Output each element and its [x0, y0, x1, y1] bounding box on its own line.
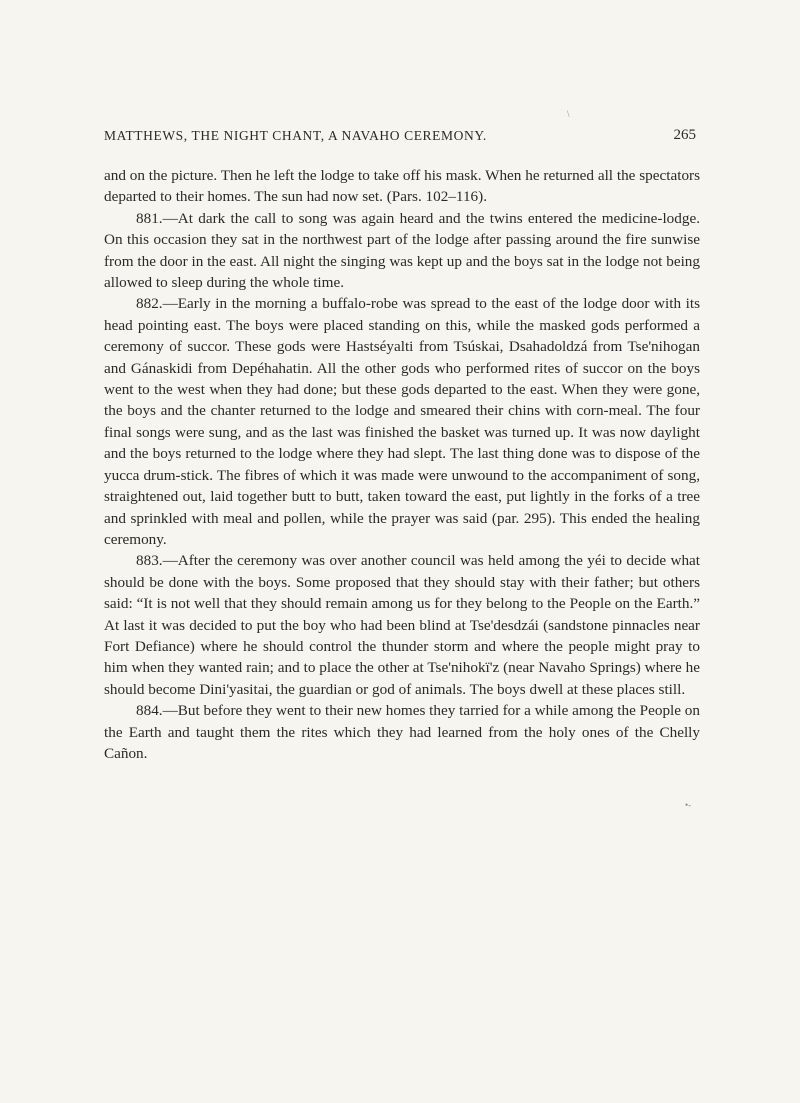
page-header	[104, 128, 696, 150]
page-number: 265	[673, 127, 696, 143]
paragraph-883: 883.—After the ceremony was over another council was held among the yéi to decide what should be done with the boys. Some proposed that they should stay with their father; but others said: “It is not well that they should remain among us for they belong to the People on the Earth.” At last it was decided to put the boy who had been blind at Tse'desdzái (sandstone pinnacles near Fort Defiance) where he should control the thunder storm and where the people might pray to him when they wanted rain; and to place the other at Tse'nihokï'z (near Navaho Springs) where he should become Dini'yasitai, the guardian or god of animals. The boys dwell at these places still.	[104, 552, 700, 698]
paragraph-882: 882.—Early in the morning a buffalo-robe was spread to the east of the lodge door with its head pointing east. The boys were placed standing on this, while the masked gods performed a ceremony of succor. These gods were Hastséyalti from Tsúskai, Dsahadoldzá from Tse'nihogan and Gánaskidi from Depéhahatin. All the other gods who performed rites of succor on the boys went to the west when they had done; but these gods departed to the east. When they were gone, the boys and the chanter returned to the lodge and smeared their chins with corn-meal. The four final songs were sung, and as the last was finished the basket was turned up. It was now daylight and the boys returned to the lodge where they had slept. The last thing done was to dispose of the yucca drum-stick. The fibres of which it was made were unwound to the accompaniment of song, straightened out, laid together butt to butt, taken toward the east, put lightly in the forks of a tree and sprinkled with meal and pollen, while the prayer was said (par. 295). This ended the healing ceremony.	[104, 295, 700, 548]
paragraph-continuation: and on the picture. Then he left the lodge to take off his mask. When he returned all the spectators departed to their homes. The sun had now set. (Pars. 102–116).	[104, 167, 700, 206]
paragraph-884: 884.—But before they went to their new homes they tarried for a while among the People on the Earth and taught them the rites which they had learned from the holy ones of the Chelly Cañon.	[104, 702, 700, 762]
body-text	[104, 165, 700, 764]
scan-mark: •-	[685, 800, 692, 810]
paragraph-881: 881.—At dark the call to song was again heard and the twins entered the medicine-lodge. On this occasion they sat in the northwest part of the lodge after passing around the fire sunwise from the door in the east. All night the singing was kept up and the boys sat in the lodge not being allowed to sleep during the whole time.	[104, 209, 700, 292]
running-title: MATTHEWS, THE NIGHT CHANT, A NAVAHO CEREMONY.	[104, 128, 487, 143]
scan-mark: \	[567, 109, 570, 119]
